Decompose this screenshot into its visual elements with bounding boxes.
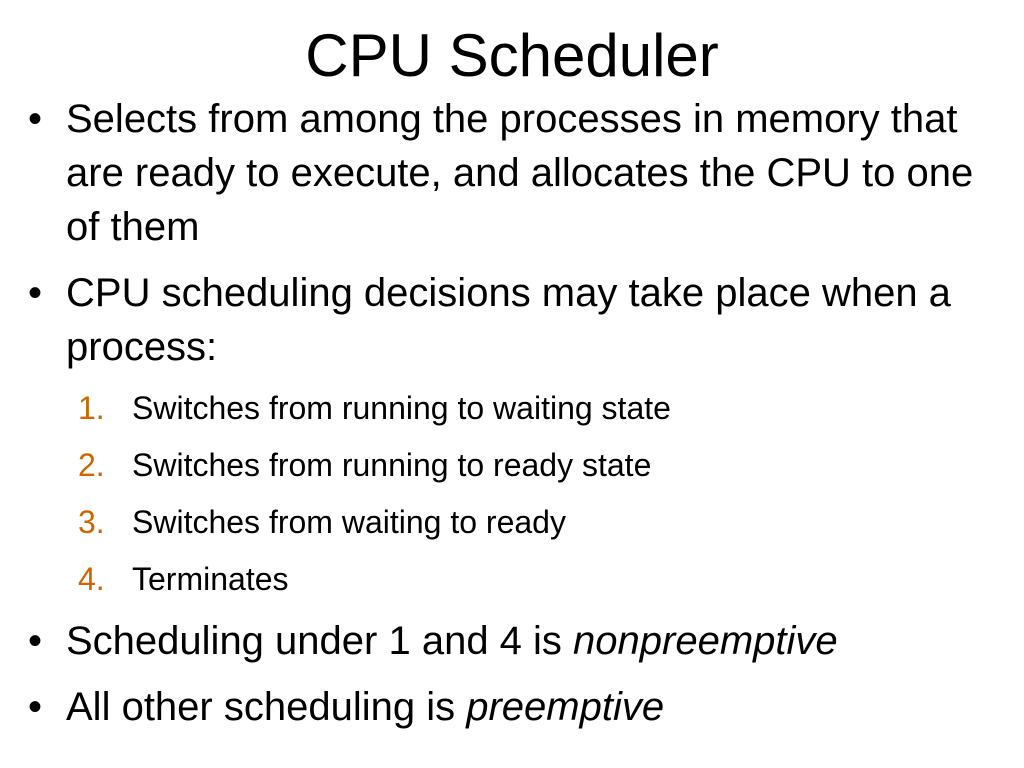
bullet-marker: • [28,271,43,315]
numbered-item [78,500,998,544]
bullet-text-emphasis: nonpreemptive [573,619,838,663]
item-number: 2. [78,447,105,483]
item-text: Switches from waiting to ready [132,504,566,540]
slide-title: CPU Scheduler [305,22,719,89]
item-text: Terminates [132,561,289,597]
bullet-text [66,614,998,668]
numbered-item [78,443,998,487]
item-text: Switches from running to waiting state [132,390,671,426]
bullet-marker: • [28,97,43,141]
bullet-text-plain: Scheduling under 1 and 4 is [66,619,574,663]
numbered-list [28,386,998,601]
bullet-item [28,92,998,254]
item-text: Switches from running to ready state [132,447,652,483]
bullet-text [66,680,998,734]
slide-content [28,92,998,746]
bullet-item [28,266,998,374]
bullet-text-emphasis: preemptive [466,685,665,729]
numbered-item [78,557,998,601]
bullet-text: CPU scheduling decisions may take place when a process: [66,271,951,369]
bullet-text-plain: All other scheduling is [66,685,467,729]
bullet-item [28,680,998,734]
bullet-text: Selects from among the processes in memory that are ready to execute, and allocates the CPU to one of them [66,97,974,249]
numbered-item [78,386,998,430]
bullet-marker: • [28,685,43,729]
item-number: 1. [78,390,105,426]
bullet-item [28,614,998,668]
item-number: 4. [78,561,105,597]
bullet-marker: • [28,619,43,663]
item-number: 3. [78,504,105,540]
